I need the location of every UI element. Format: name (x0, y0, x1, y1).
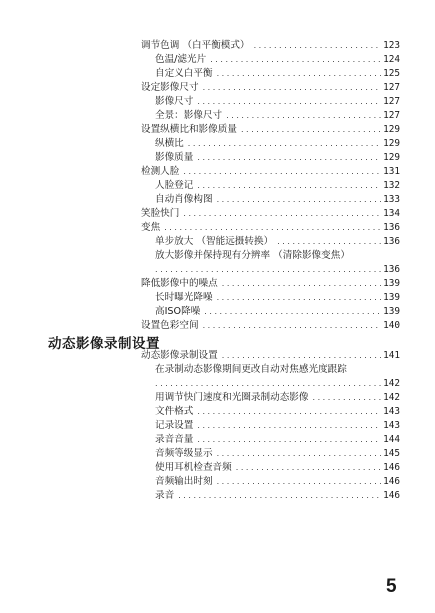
toc-entry (141, 320, 400, 332)
toc-entry-label: 使用耳机检查音频 (155, 462, 232, 473)
toc-entry (155, 96, 400, 108)
toc-entry-page: 129 (383, 124, 400, 135)
toc-entry-label: 全景：影像尺寸 (155, 110, 223, 121)
toc-entry-label: 设置色彩空间 (141, 320, 199, 331)
leader-dots (217, 292, 382, 304)
toc-entry (141, 208, 400, 220)
toc-entry (155, 420, 400, 432)
leader-dots (217, 476, 382, 488)
toc-entry (155, 138, 400, 150)
toc-entry (155, 68, 400, 80)
toc-entry (141, 40, 400, 52)
toc-entry-page: 129 (383, 138, 400, 149)
toc-entry (141, 82, 400, 94)
toc-entry-page: 139 (383, 292, 400, 303)
leader-dots (222, 350, 381, 362)
toc-entry-label: 录音音量 (155, 434, 194, 445)
toc-entry (155, 180, 400, 192)
leader-dots (203, 320, 382, 332)
toc-entry-page: 142 (383, 378, 400, 389)
toc-entry-label: 音频等级显示 (155, 448, 213, 459)
toc-entry-page: 146 (383, 490, 400, 501)
toc-entry (141, 350, 400, 362)
leader-dots (217, 194, 382, 206)
toc-entry-page: 143 (383, 406, 400, 417)
leader-dots (197, 406, 381, 418)
leader-dots (313, 392, 382, 404)
toc-entry-page: 136 (383, 222, 400, 233)
toc-entry-page: 124 (383, 54, 400, 65)
leader-dots (204, 306, 381, 318)
toc-entry-page: 136 (383, 236, 400, 247)
leader-dots (188, 138, 381, 150)
toc-entry-label: 降低影像中的噪点 (141, 278, 218, 289)
toc-entry-label: 纵横比 (155, 138, 184, 149)
toc-entry (155, 236, 400, 248)
toc-entry-label: 自动肖像构图 (155, 194, 213, 205)
toc-entry-page: 142 (383, 392, 400, 403)
toc-entry (155, 448, 400, 460)
leader-dots (217, 448, 382, 460)
leader-dots (226, 110, 381, 122)
leader-dots (277, 236, 381, 248)
leader-dots (217, 68, 382, 80)
toc-entry (155, 152, 400, 164)
toc-entry-page: 136 (383, 264, 400, 275)
toc-entry-label: 色温/滤光片 (155, 54, 207, 65)
leader-dots (183, 208, 381, 220)
toc-entry-page: 141 (383, 350, 400, 361)
toc-entry-label: 影像质量 (155, 152, 194, 163)
toc-entry (141, 222, 400, 234)
toc-entry (155, 406, 400, 418)
toc-entry-page: 146 (383, 462, 400, 473)
toc-entry (155, 194, 400, 206)
toc-entry-page: 132 (383, 180, 400, 191)
toc-entry-page: 131 (383, 166, 400, 177)
leader-dots (183, 166, 381, 178)
leader-dots (203, 82, 382, 94)
toc-entry-label: 长时曝光降噪 (155, 292, 213, 303)
toc-entry-label: 音频输出时刻 (155, 476, 213, 487)
leader-dots (178, 490, 381, 502)
leader-dots (155, 378, 381, 390)
toc-entry (155, 292, 400, 304)
toc-entry-label: 动态影像录制设置 (141, 350, 218, 361)
leader-dots (222, 278, 381, 290)
leader-dots (197, 434, 381, 446)
toc-entry-label: 文件格式 (155, 406, 194, 417)
section-heading: 动态影像录制设置 (48, 336, 160, 352)
leader-dots (236, 462, 381, 474)
leader-dots (254, 40, 381, 52)
toc-entry (155, 434, 400, 446)
toc-entry-page: 129 (383, 152, 400, 163)
toc-entry-page: 139 (383, 278, 400, 289)
toc-entry-label: 调节色调 （白平衡模式） (141, 40, 250, 51)
leader-dots (197, 180, 381, 192)
toc-entry-page: 140 (383, 320, 400, 331)
toc-entry (155, 54, 400, 66)
toc-entry-label: 检测人脸 (141, 166, 180, 177)
toc-entry-page: 144 (383, 434, 400, 445)
toc-entry-label: 设定影像尺寸 (141, 82, 199, 93)
toc-entry (155, 462, 400, 474)
toc-entry-label: 笑脸快门 (141, 208, 180, 219)
toc-entry-label: 影像尺寸 (155, 96, 194, 107)
leader-dots (241, 124, 381, 136)
toc-entry-page: 127 (383, 82, 400, 93)
toc-entry-page: 127 (383, 96, 400, 107)
toc-entry-label: 人脸登记 (155, 180, 194, 191)
toc-entry-page: 133 (383, 194, 400, 205)
toc-entry-page: 123 (383, 40, 400, 51)
toc-entry-page: 134 (383, 208, 400, 219)
toc-entry-label: 用调节快门速度和光圈录制动态影像 (155, 392, 309, 403)
toc-entry (155, 306, 400, 318)
toc-entry (141, 166, 400, 178)
page-number: 5 (386, 576, 397, 597)
toc-entry-label: 高ISO降噪 (155, 306, 201, 317)
leader-dots (197, 152, 381, 164)
toc-entry-page: 143 (383, 420, 400, 431)
toc-entry (155, 378, 400, 390)
leader-dots (197, 96, 381, 108)
leader-dots (210, 54, 381, 66)
toc-entry-label: 设置纵横比和影像质量 (141, 124, 237, 135)
toc-entry-label: 录音 (155, 490, 175, 501)
toc-entry-page: 145 (383, 448, 400, 459)
toc-entry (155, 392, 400, 404)
leader-dots (197, 420, 381, 432)
toc-entry-page: 127 (383, 110, 400, 121)
toc-entry (141, 278, 400, 290)
toc-entry-label: 在录制动态影像期间更改自动对焦感光度跟踪 (155, 364, 347, 375)
toc-entry-label: 自定义白平衡 (155, 68, 213, 79)
toc-entry-label: 记录设置 (155, 420, 194, 431)
toc-entry (155, 264, 400, 276)
toc-entry-page: 125 (383, 68, 400, 79)
toc-entry-page: 146 (383, 476, 400, 487)
toc-entry (155, 476, 400, 488)
leader-dots (164, 222, 381, 234)
toc-entry (155, 490, 400, 502)
toc-entry-label: 单步放大 （智能远摄转换） (155, 236, 274, 247)
toc-entry-label: 变焦 (141, 222, 161, 233)
toc-entry-page: 139 (383, 306, 400, 317)
toc-entry (155, 110, 400, 122)
leader-dots (155, 264, 381, 276)
toc-entry (141, 124, 400, 136)
toc-entry-label: 放大影像并保持现有分辨率 （清除影像变焦） (155, 250, 350, 261)
